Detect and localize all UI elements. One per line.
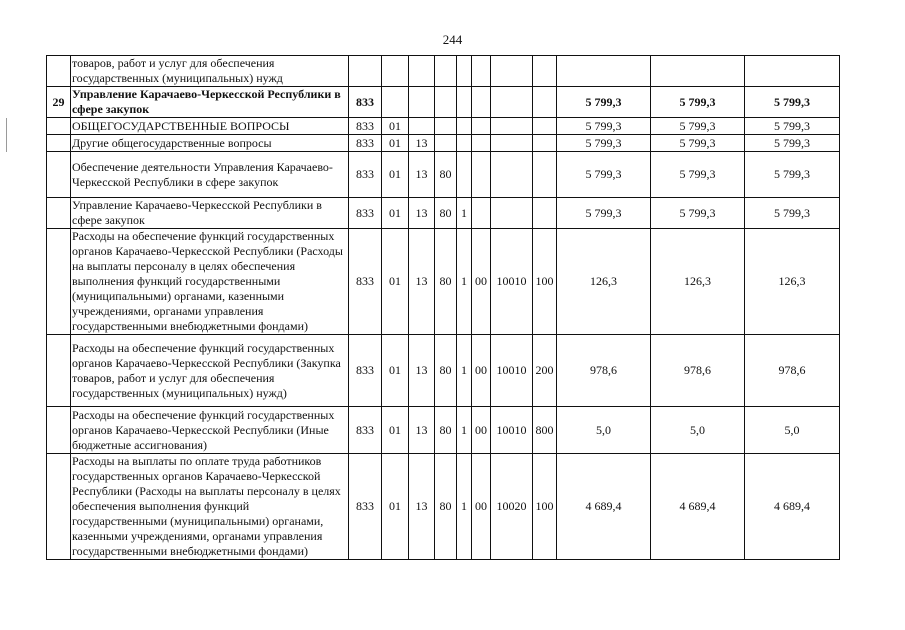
budget-table [46,55,840,560]
col-mz-cell [472,87,491,118]
col-nr-cell [491,56,533,87]
col-vr-cell: 100 [533,229,557,335]
row-number-cell [47,454,71,560]
col-kcp-cell [457,135,472,152]
col-nr-cell: 10010 [491,407,533,454]
table-row [47,198,840,229]
col-ved-cell: 833 [349,454,382,560]
col-mz-cell [472,118,491,135]
margin-mark [6,118,7,152]
col-sum-2022-cell: 5 799,3 [557,135,651,152]
col-rz-cell: 01 [382,454,409,560]
col-vr-cell [533,87,557,118]
col-ved-cell: 833 [349,118,382,135]
col-pr-cell: 13 [409,454,435,560]
col-pp-cell: 80 [435,198,457,229]
col-pp-cell: 80 [435,335,457,407]
col-vr-cell [533,118,557,135]
col-pp-cell [435,118,457,135]
col-rz-cell: 01 [382,229,409,335]
col-sum-2023-cell: 4 689,4 [651,454,745,560]
col-mz-cell [472,135,491,152]
table-row [47,56,840,87]
col-pr-cell: 13 [409,135,435,152]
col-sum-2024-cell: 5 799,3 [745,135,840,152]
row-name-cell: товаров, работ и услуг для обеспечения государственных (муниципальных) нужд [71,56,349,87]
col-mz-cell [472,198,491,229]
col-sum-2024-cell: 5,0 [745,407,840,454]
col-kcp-cell [457,118,472,135]
col-vr-cell [533,56,557,87]
col-kcp-cell [457,87,472,118]
col-vr-cell [533,198,557,229]
col-nr-cell: 10020 [491,454,533,560]
table-row [47,152,840,198]
row-name-cell: Расходы на обеспечение функций государственных органов Карачаево-Черкесской Республики (Иные бюджетные ассигнования) [71,407,349,454]
col-kcp-cell: 1 [457,229,472,335]
col-kcp-cell: 1 [457,198,472,229]
col-pr-cell: 13 [409,152,435,198]
col-sum-2023-cell [651,56,745,87]
page-number: 244 [442,32,463,47]
col-sum-2022-cell: 5 799,3 [557,198,651,229]
col-sum-2024-cell: 4 689,4 [745,454,840,560]
col-kcp-cell: 1 [457,454,472,560]
row-name-cell: Управление Карачаево-Черкесской Республики в сфере закупок [71,198,349,229]
row-number-cell [47,135,71,152]
col-mz-cell: 00 [472,229,491,335]
col-rz-cell: 01 [382,198,409,229]
col-rz-cell [382,87,409,118]
col-pr-cell [409,87,435,118]
table-row [47,118,840,135]
col-kcp-cell: 1 [457,335,472,407]
row-name-cell: Другие общегосударственные вопросы [71,135,349,152]
col-pp-cell [435,87,457,118]
col-sum-2024-cell: 5 799,3 [745,87,840,118]
row-number-cell [47,229,71,335]
col-ved-cell: 833 [349,198,382,229]
row-name-cell: Расходы на выплаты по оплате труда работников государственных органов Карачаево-Черкесской Республики (Расходы на выплаты персоналу в целях обеспечения выполнения функций государственными (муниципальными) органами, казенными учреждениями, органами управления государственными внебюджетными фондами) [71,454,349,560]
col-pr-cell [409,56,435,87]
row-number-cell: 29 [47,87,71,118]
col-sum-2024-cell [745,56,840,87]
row-name-cell: ОБЩЕГОСУДАРСТВЕННЫЕ ВОПРОСЫ [71,118,349,135]
col-vr-cell: 800 [533,407,557,454]
col-vr-cell: 100 [533,454,557,560]
col-rz-cell: 01 [382,152,409,198]
col-sum-2023-cell: 5 799,3 [651,87,745,118]
table-row [47,229,840,335]
col-sum-2023-cell: 5 799,3 [651,135,745,152]
col-kcp-cell [457,56,472,87]
col-pr-cell: 13 [409,198,435,229]
row-number-cell [47,118,71,135]
col-sum-2022-cell: 126,3 [557,229,651,335]
col-sum-2024-cell: 5 799,3 [745,118,840,135]
col-sum-2023-cell: 126,3 [651,229,745,335]
col-ved-cell: 833 [349,152,382,198]
col-pp-cell: 80 [435,454,457,560]
row-name-cell: Расходы на обеспечение функций государственных органов Карачаево-Черкесской Республики (Расходы на выплаты персоналу в целях обеспечения выполнения функций государственными (муниципальными) органами, казенными учреждениями, органами управления государственными внебюджетными фондами) [71,229,349,335]
col-mz-cell: 00 [472,335,491,407]
col-sum-2024-cell: 978,6 [745,335,840,407]
table-row [47,454,840,560]
col-sum-2022-cell: 5 799,3 [557,118,651,135]
row-number-cell [47,198,71,229]
col-sum-2024-cell: 5 799,3 [745,152,840,198]
col-rz-cell: 01 [382,135,409,152]
col-sum-2023-cell: 978,6 [651,335,745,407]
col-mz-cell: 00 [472,454,491,560]
col-rz-cell [382,56,409,87]
col-pp-cell: 80 [435,407,457,454]
col-pr-cell: 13 [409,229,435,335]
col-nr-cell [491,118,533,135]
row-number-cell [47,407,71,454]
col-ved-cell: 833 [349,407,382,454]
col-sum-2023-cell: 5 799,3 [651,118,745,135]
col-sum-2024-cell: 5 799,3 [745,198,840,229]
table-row [47,87,840,118]
col-ved-cell: 833 [349,229,382,335]
col-nr-cell [491,87,533,118]
col-sum-2023-cell: 5 799,3 [651,198,745,229]
col-ved-cell: 833 [349,335,382,407]
col-nr-cell [491,198,533,229]
col-pr-cell [409,118,435,135]
col-ved-cell: 833 [349,87,382,118]
col-vr-cell [533,135,557,152]
col-ved-cell [349,56,382,87]
col-nr-cell: 10010 [491,335,533,407]
col-kcp-cell [457,152,472,198]
col-sum-2022-cell [557,56,651,87]
row-number-cell [47,152,71,198]
col-sum-2024-cell: 126,3 [745,229,840,335]
row-name-cell: Управление Карачаево-Черкесской Республики в сфере закупок [71,87,349,118]
col-sum-2022-cell: 4 689,4 [557,454,651,560]
col-vr-cell [533,152,557,198]
col-mz-cell [472,152,491,198]
table-row [47,407,840,454]
col-vr-cell: 200 [533,335,557,407]
col-pr-cell: 13 [409,407,435,454]
row-name-cell: Расходы на обеспечение функций государственных органов Карачаево-Черкесской Республики (Закупка товаров, работ и услуг для обеспечения государственных (муниципальных) нужд) [71,335,349,407]
row-number-cell [47,335,71,407]
col-sum-2023-cell: 5 799,3 [651,152,745,198]
col-mz-cell: 00 [472,407,491,454]
col-sum-2023-cell: 5,0 [651,407,745,454]
col-rz-cell: 01 [382,335,409,407]
col-sum-2022-cell: 5 799,3 [557,152,651,198]
table-row [47,335,840,407]
col-ved-cell: 833 [349,135,382,152]
col-pp-cell: 80 [435,229,457,335]
col-sum-2022-cell: 5,0 [557,407,651,454]
col-mz-cell [472,56,491,87]
col-pr-cell: 13 [409,335,435,407]
col-pp-cell [435,135,457,152]
table-row [47,135,840,152]
col-nr-cell: 10010 [491,229,533,335]
col-rz-cell: 01 [382,407,409,454]
col-pp-cell [435,56,457,87]
col-rz-cell: 01 [382,118,409,135]
col-sum-2022-cell: 978,6 [557,335,651,407]
row-number-cell [47,56,71,87]
col-nr-cell [491,135,533,152]
col-pp-cell: 80 [435,152,457,198]
col-kcp-cell: 1 [457,407,472,454]
row-name-cell: Обеспечение деятельности Управления Карачаево-Черкесской Республики в сфере закупок [71,152,349,198]
col-nr-cell [491,152,533,198]
col-sum-2022-cell: 5 799,3 [557,87,651,118]
